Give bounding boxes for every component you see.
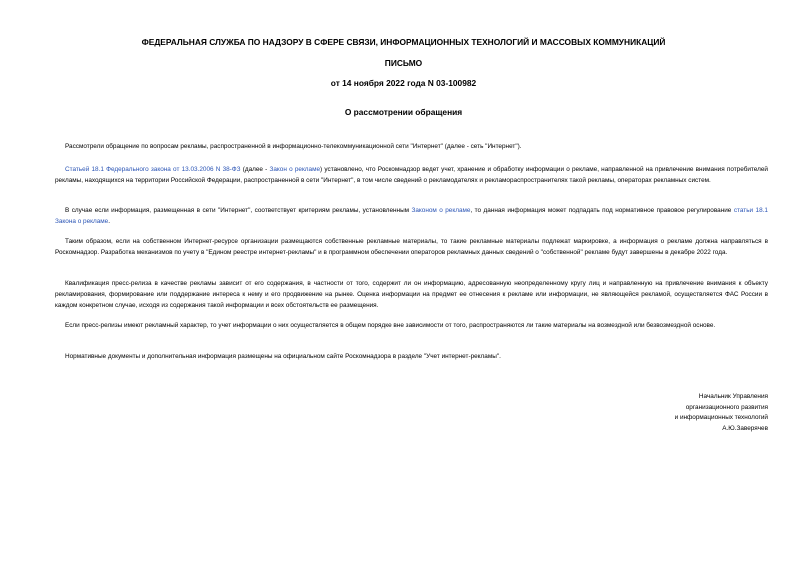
- paragraph-3-text-b: , то данная информация может подпадать под нормативное правовое регулирование: [470, 207, 734, 214]
- signatory-name: А.Ю.Заверячев: [722, 424, 768, 432]
- paragraph-3-text-a: В случае если информация, размещенная в сети "Интернет", соответствует критериям рекламы, установленным: [65, 207, 412, 214]
- signature-position-line-1: Начальник Управления: [698, 393, 768, 400]
- advertising-law-link[interactable]: Закон о рекламе: [269, 166, 321, 173]
- signature-position-line-2: организационного развития: [685, 403, 768, 411]
- advertising-law-link-2[interactable]: Законом о рекламе: [411, 207, 471, 214]
- paragraph-6: [55, 320, 768, 331]
- paragraph-1: [55, 141, 768, 152]
- paragraph-7-text: Нормативные документы и дополнительная информация размещены на официальном сайте Роскомнадзора в разделе "Учет интернет-рекламы".: [65, 353, 501, 360]
- document-date-number: от 14 ноября 2022 года N 03-100982: [330, 78, 477, 88]
- paragraph-7: [55, 351, 768, 362]
- document-subject: О рассмотрении обращения: [344, 107, 463, 117]
- paragraph-2-text-a: (далее -: [240, 166, 270, 173]
- signature-block: [568, 392, 768, 434]
- paragraph-4: [55, 236, 768, 258]
- paragraph-2-text-b: ) установлено, что Роскомнадзор ведет учет, хранение и обработку информации о рекламе, направленной на привлечение внимания потребителей рекламы, находящихся на территории Российской Федерации, распространенной в сети "Интернет", в том числе сведений о рекламодателях и рекламораспространителях такой рекламы, операторах рекламных систем.: [55, 166, 768, 184]
- paragraph-2: [55, 164, 768, 186]
- paragraph-4-text: Таким образом, если на собственном Интернет-ресурсе организации размещаются собственные рекламные материалы, то такие рекламные материалы подлежат маркировке, а информация о рекламе должна направляться в Роскомнадзор. Разработка механизмов по учету в "Едином реестре интернет-рекламы" и в программном обеспечении операторов рекламных данных сведений о "собственной" рекламе будут завершены в декабре 2022 года.: [55, 238, 768, 256]
- paragraph-5-text: Квалификация пресс-релиза в качестве рекламы зависит от его содержания, в частности от того, содержит ли он информацию, адресованную неопределенному кругу лиц и направленную на привлечение внимания к объекту рекламирования, формирование или поддержание интереса к нему и его продвижение на рынке. Оценка информации на предмет ее отнесения к рекламе или информации, не являющейся рекламой, осуществляется ФАС России в каждом конкретном случае, исходя из содержания такой информации и всех обстоятельств ее размещения.: [55, 280, 768, 309]
- agency-title: ФЕДЕРАЛЬНАЯ СЛУЖБА ПО НАДЗОРУ В СФЕРЕ СВЯЗИ, ИНФОРМАЦИОННЫХ ТЕХНОЛОГИЙ И МАССОВЫХ КОММУНИКАЦИЙ: [141, 37, 666, 47]
- document-type: ПИСЬМО: [384, 58, 423, 68]
- paragraph-3-text-c: .: [108, 218, 111, 225]
- paragraph-1-text: Рассмотрели обращение по вопросам рекламы, распространенной в информационно-телекоммуникационной сети "Интернет" (далее - сеть "Интернет").: [65, 143, 522, 150]
- paragraph-6-text: Если пресс-релизы имеют рекламный характер, то учет информации о них осуществляется в общем порядке вне зависимости от того, распространяются ли такие материалы на возмездной или безвозмездной основе.: [65, 322, 716, 329]
- paragraph-3: [55, 205, 768, 227]
- law-article-link[interactable]: Статьей 18.1 Федерального закона от 13.03.2006 N 38-ФЗ: [65, 166, 241, 173]
- article-18-1-link[interactable]: статьи 18.1 Закона о рекламе: [55, 207, 768, 225]
- signature-position-line-3: и информационных технологий: [674, 414, 768, 422]
- paragraph-5: [55, 278, 768, 311]
